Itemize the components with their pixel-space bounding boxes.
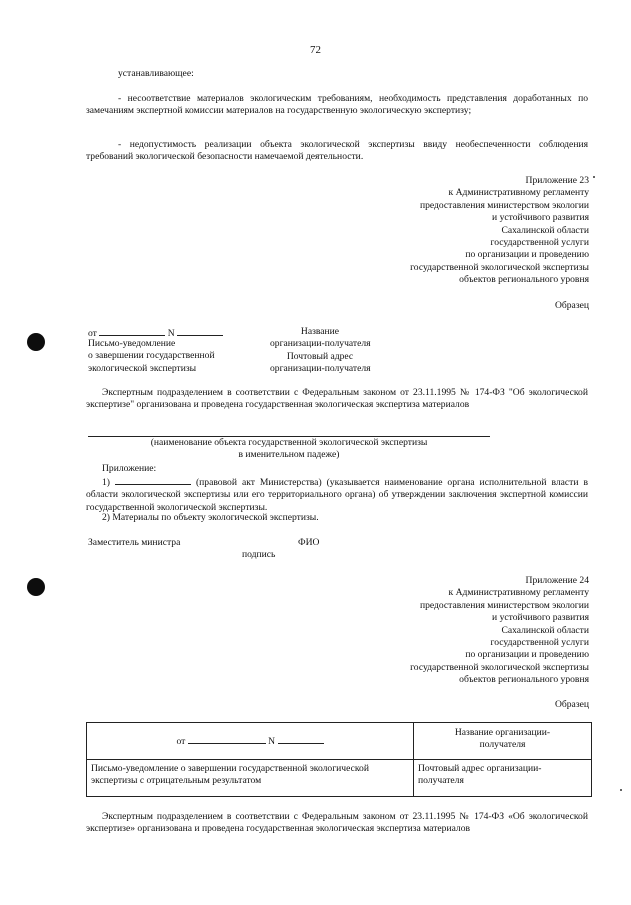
recipient-line: организации-получателя (270, 363, 371, 375)
appendix23-line: государственной услуги (490, 237, 589, 249)
table-number-label: N (268, 735, 276, 747)
appendix23-line: к Административному регламенту (448, 187, 589, 199)
attachment-2: 2) Материалы по объекту экологической экспертизы. (102, 512, 319, 523)
signer-fio: ФИО (298, 537, 320, 548)
appendix24-sample-label: Образец (554, 699, 589, 710)
object-caption-line: в именительном падеже) (238, 449, 340, 461)
letter-title: Письмо-уведомление о завершении государственной экологической экспертизы с отрицательным результатом (91, 763, 369, 787)
page-number: 72 (310, 44, 321, 56)
number-label: N (167, 328, 175, 339)
table-number-blank (278, 734, 324, 744)
appendix24-header (300, 575, 589, 687)
from-cell (87, 723, 414, 760)
table-row (87, 723, 592, 760)
appendix23-line: Приложение 23 (525, 175, 589, 186)
number-blank (177, 326, 223, 336)
table-from-label: от (176, 735, 186, 747)
letter1-body: Экспертным подразделением в соответствии с Федеральным законом от 23.11.1995 № 174-ФЗ "Об экологической экспертизе" организована и проведена государственная экологическая экспертиза материалов (86, 387, 588, 411)
letter1-title-line: экологической экспертизы (88, 362, 197, 374)
attachment-label: Приложение: (102, 463, 157, 474)
paragraph-inadmissibility: - недопустимость реализации объекта экологической экспертизы ввиду необеспеченности соблюдения требований экологической безопасности намечаемой деятельности. (86, 139, 588, 163)
appendix23-line: государственной экологической экспертизы (410, 261, 589, 273)
letter1-title-line: о завершении государственной (88, 350, 215, 362)
appendix24-line: Приложение 24 (525, 575, 589, 586)
binder-hole-top (27, 333, 45, 351)
appendix24-line: и устойчивого развития (492, 612, 589, 624)
bottom-body: Экспертным подразделением в соответствии с Федеральным законом от 23.11.1995 № 174-ФЗ «Об экологической экспертизе» организована и проведена государственная экологическая экспертиза материалов (86, 811, 588, 835)
appendix23-line: предоставления министерством экологии (419, 199, 589, 211)
letter1-title-line: Письмо-уведомление (88, 338, 176, 349)
paragraph-nonconformity: - несоответствие материалов экологическим требованиям, необходимость представления доработанных по замечаниям экспертной комиссии материалов на государственную экологическую экспертизу; (86, 93, 588, 117)
binder-hole-bottom (27, 578, 45, 596)
table-date-blank (188, 734, 266, 744)
appendix24-line: предоставления министерством экологии (419, 599, 589, 611)
appendix24-line: государственной услуги (490, 637, 589, 649)
recipient-name: Название организации-получателя (454, 727, 551, 751)
appendix23-line: по организации и проведению (465, 249, 589, 261)
appendix24-line: Сахалинской области (501, 624, 589, 636)
recipient-address: Почтовый адрес организации-получателя (418, 763, 542, 787)
legal-act-blank (115, 475, 191, 485)
object-caption-line: (наименование объекта государственной экологической экспертизы (150, 437, 428, 448)
appendix24-line: объектов регионального уровня (459, 674, 589, 686)
appendix24-line: к Административному регламенту (448, 587, 589, 599)
letter1-recipient (270, 326, 370, 376)
recipient-line: Название (300, 326, 340, 337)
object-caption (88, 437, 490, 462)
table-row (87, 760, 592, 797)
attachment-1-number: 1) (102, 477, 110, 488)
signature-label: подпись (242, 549, 276, 560)
attachment-1-text: (правовой акт Министерства) (указывается наименование органа исполнительной власти в области экологической экспертизы или его территориального органа) об утверждении заключения экспертной комиссии государственной экологической экспертизы. (86, 477, 588, 513)
appendix23-line: объектов регионального уровня (459, 274, 589, 286)
appendix24-line: государственной экологической экспертизы (410, 661, 589, 673)
from-label: от (88, 328, 97, 339)
attachment-1 (86, 475, 588, 514)
signer-title: Заместитель министра (88, 537, 181, 548)
appendix23-line: и устойчивого развития (492, 212, 589, 224)
recipient-line: Почтовый адрес (286, 350, 354, 362)
recipient-cell (414, 723, 592, 760)
appendix24-line: по организации и проведению (465, 649, 589, 661)
letter1-title (88, 338, 215, 375)
letter-form-table (86, 722, 592, 797)
intro-text: устанавливающее: (118, 68, 194, 79)
address-cell (414, 760, 592, 797)
scan-speck (620, 789, 622, 791)
appendix23-sample-label: Образец (554, 300, 589, 311)
appendix23-line: Сахалинской области (501, 224, 589, 236)
scan-speck (593, 176, 595, 178)
letter-title-cell (87, 760, 414, 797)
date-blank (99, 326, 165, 336)
recipient-line: организации-получателя (270, 338, 371, 350)
appendix23-header (300, 175, 589, 287)
